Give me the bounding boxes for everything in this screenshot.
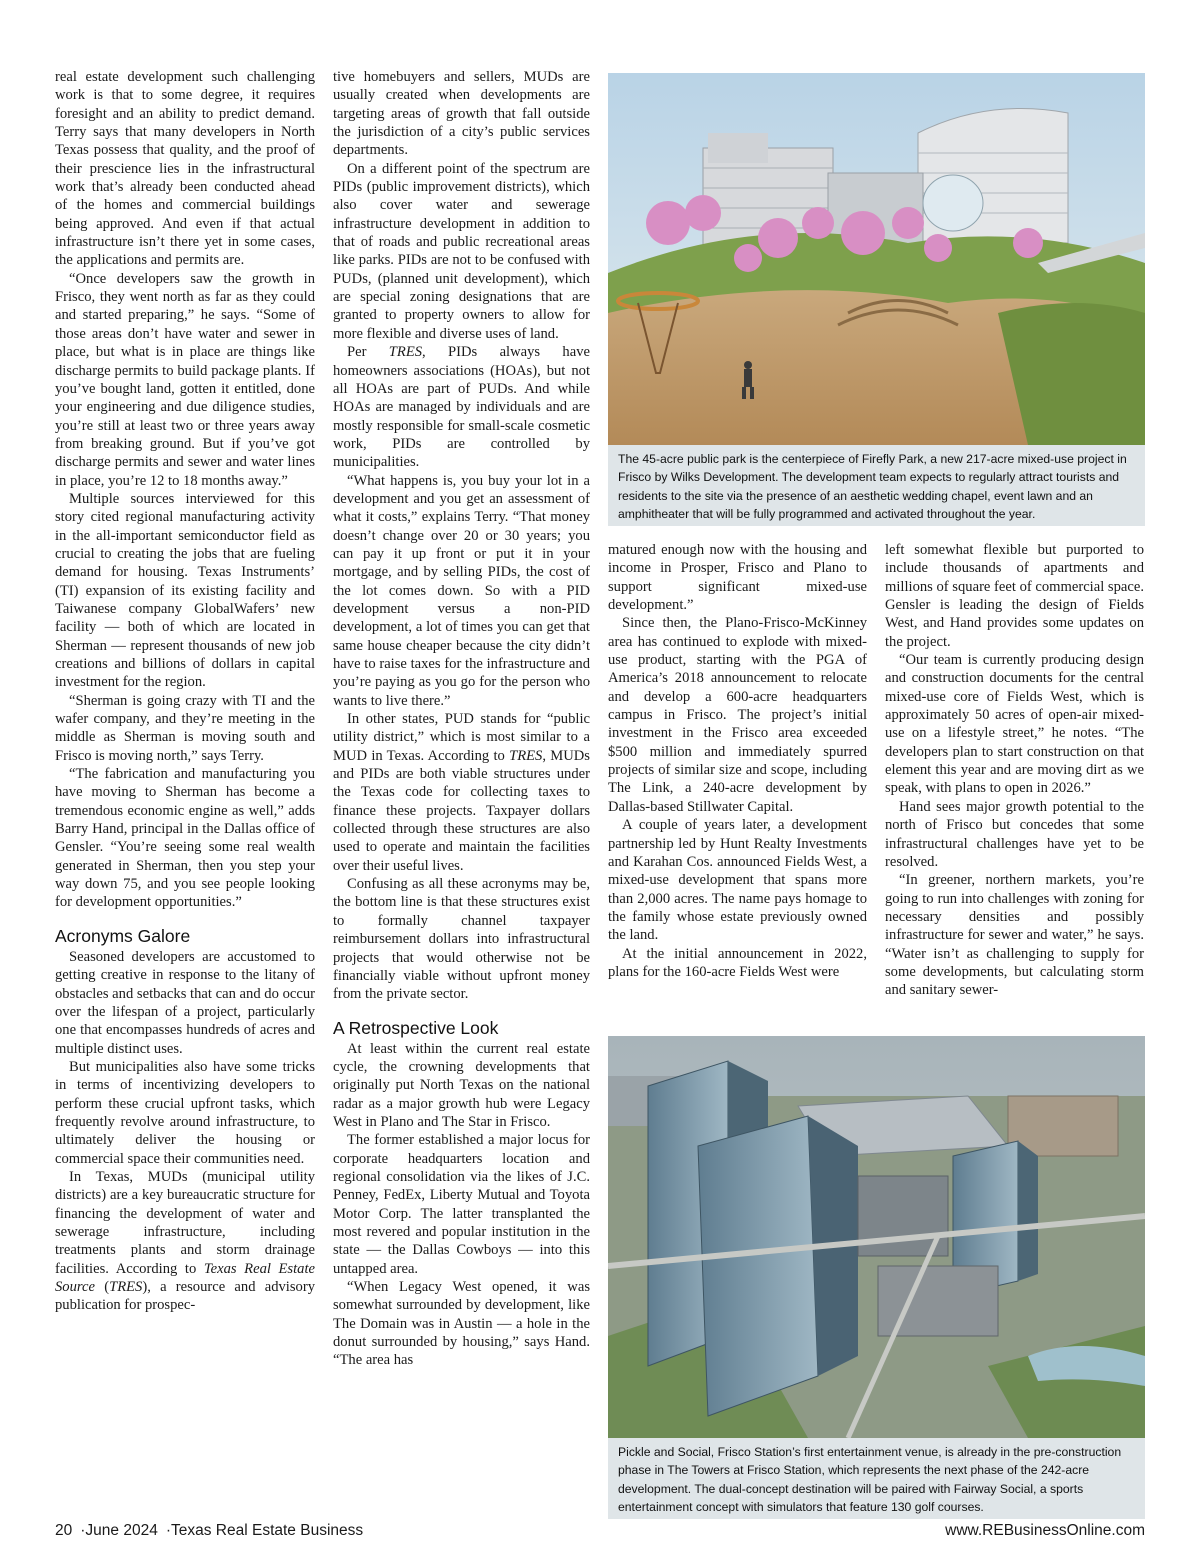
figure-caption-2: Pickle and Social, Frisco Station’s first entertainment venue, is already in the pre-construction phase in The Towers at Frisco Station, which represents the next phase of the 242-acre development. The dual-concept destination will be paired with Fairway Social, a sports entertainment concept with simulators that feature 130 golf courses. xyxy=(608,1438,1145,1519)
paragraph: “Our team is currently producing design and construction documents for the central mixed-use core of Fields West, which is approximately 50 acres of open-air mixed-use on a lifestyle street,” he notes. “The developers plan to start construction on that element this year and are moving dirt as we speak, with plans to open in 2026.” xyxy=(885,652,1144,797)
separator: · xyxy=(165,1522,171,1539)
article-column-2 xyxy=(333,68,590,1370)
publication-name: Texas Real Estate Source xyxy=(55,1260,315,1295)
figure-caption-1: The 45-acre public park is the centerpiece of Firefly Park, a new 217-acre mixed-use project in Frisco by Wilks Development. The development team expects to regularly attract tourists and residents to the site via the presence of an aesthetic wedding chapel, event lawn and an amphitheater that will be fully programmed and activated throughout the year. xyxy=(608,445,1145,526)
page-number: 20 xyxy=(55,1522,73,1539)
publication-abbrev: TRES xyxy=(388,344,423,361)
publication-abbrev: TRES xyxy=(509,747,543,764)
paragraph: At least within the current real estate cycle, the crowning developments that originally put North Texas on the national radar as a major growth hub were Legacy West in Plano and The Star in Frisco. xyxy=(333,1040,590,1130)
firefly-park-rendering xyxy=(608,73,1145,445)
separator: · xyxy=(80,1522,86,1539)
paragraph: “Once developers saw the growth in Frisco, they went north as far as they could and started preparing,” he says. “Some of those areas don’t have water and sewer in place, but what is in place are things like discharge permits to build package plants. If you’ve bought land, gotten it entitled, done your engineering and due diligence studies, you’re still at least two or three years away from breaking ground. But if you’ve got discharge permits and sewer and water lines in place, you’re 12 to 18 months away.” xyxy=(55,270,315,489)
paragraph: On a different point of the spectrum are PIDs (public improvement districts), which also cover water and sewerage infrastructure development in addition to that of roads and public recreational areas like parks. PIDs are not to be confused with PUDs, (planned unit development), which are special zoning designations that are granted to property owners to allow for more flexible and diverse uses of land. xyxy=(333,160,590,342)
section-heading-retrospective: A Retrospective Look xyxy=(333,1017,499,1038)
paragraph: But municipalities also have some tricks in terms of incentivizing developers to perform these crucial upfront tasks, which frequently revolve around infrastructure, to ultimately deliver the housing or commercial space their communities need. xyxy=(55,1058,315,1167)
text-run: , PIDs always have homeowners associations (HOAs), but not all HOAs are part of PUDs. And while HOAs are managed by individuals and are mostly responsible for small-scale cosmetic work, PIDs are controlled by municipalities. xyxy=(333,344,590,471)
paragraph: matured enough now with the housing and income in Prosper, Frisco and Plano to support significant mixed-use development.” xyxy=(608,542,867,614)
frisco-station-aerial-rendering xyxy=(608,1036,1145,1438)
section-heading-acronyms: Acronyms Galore xyxy=(55,925,191,946)
paragraph: “Sherman is going crazy with TI and the wafer company, and they’re meeting in the middle as Sherman is moving south and Frisco is moving north,” says Terry. xyxy=(55,692,315,764)
paragraph: “The fabrication and manufacturing you have moving to Sherman has become a tremendous economic engine as well,” adds Barry Hand, principal in the Dallas office of Gensler. “You’re seeing some real wealth generated in Sherman, then you step your way down 75, and you see people looking for development opportunities.” xyxy=(55,766,315,911)
website-url[interactable]: www.REBusinessOnline.com xyxy=(945,1522,1145,1539)
paragraph: A couple of years later, a development partnership led by Hunt Realty Investments and Karahan Cos. announced Fields West, a mixed-use development that spans more than 2,000 acres. The name pays homage to the family whose estate previously owned the land. xyxy=(608,817,867,944)
paragraph: “When Legacy West opened, it was somewhat surrounded by development, like The Domain was in Austin — a hole in the donut surrounded by housing,” says Hand. “The area has xyxy=(333,1279,590,1369)
paragraph: left somewhat flexible but purported to include thousands of apartments and millions of square feet of commercial space. Gensler is leading the design of Fields West, and Hand provides some updates on the project. xyxy=(885,542,1144,650)
publication-title: Texas Real Estate Business xyxy=(171,1522,364,1539)
page-footer xyxy=(55,1510,1145,1540)
paragraph: At the initial announcement in 2022, plans for the 160-acre Fields West were xyxy=(608,945,867,980)
paragraph: Since then, the Plano-Frisco-McKinney area has continued to explode with mixed-use product, starting with the PGA of America’s 2018 announcement to relocate and develop a 600-acre headquarters campus in Frisco. The project’s initial investment in the Frisco area exceeded $500 million and immediately spurred projects of similar size and scope, including The Link, a 240-acre development by Dallas-based Stillwater Capital. xyxy=(608,615,867,815)
park-illustration xyxy=(608,73,1145,445)
paragraph: tive homebuyers and sellers, MUDs are usually created when developments are targeting areas of growth that fall outside the jurisdiction of a city’s public services departments. xyxy=(333,69,590,159)
paragraph: Multiple sources interviewed for this story cited regional manufacturing activity in the all-important semiconductor field as crucial to creating the jobs that are fueling demand for housing. Texas Instruments’ (TI) expansion of its existing facility and Taiwanese company GlobalWafers’ new facility — both of which are located in Sherman — represent thousands of new job creations and billions of dollars in capital investment for the region. xyxy=(55,490,315,691)
paragraph: “In greener, northern markets, you’re going to run into challenges with zoning for necessary densities and possibly infrastructure for sewer and water,” he says. “Water isn’t as challenging to supply for some developments, but calculating storm and sanitary sewer- xyxy=(885,872,1144,999)
paragraph xyxy=(55,1168,315,1315)
text-run: , MUDs and PIDs are both viable structures under the Texas code for collecting taxes to finance these projects. Taxpayer dollars collected through these structures are also used to operate and maintain the facilities over their useful lives. xyxy=(333,747,590,874)
text-run: In Texas, MUDs (municipal utility districts) are a key bureaucratic structure for financing the development of water and sewerage infrastructure, including treatments plants and storm drainage facilities. According to xyxy=(55,1168,315,1277)
article-column-1 xyxy=(55,68,315,1315)
text-run: Per xyxy=(347,344,389,361)
paragraph xyxy=(333,343,590,471)
paragraph: Seasoned developers are accustomed to getting creative in response to the litany of obstacles and setbacks that can and do occur over the lifespan of a project, particularly one that encompasses hundreds of acres and multiple distinct uses. xyxy=(55,948,315,1057)
aerial-illustration xyxy=(608,1036,1145,1438)
text-run: ( xyxy=(94,1279,110,1295)
footer-left xyxy=(55,1522,363,1540)
paragraph: Confusing as all these acronyms may be, the bottom line is that these structures exist to formally channel taxpayer reimbursement dollars into infrastructural projects that would otherwise not be financially viable without upfront money from the private sector. xyxy=(333,876,590,1003)
article-column-3 xyxy=(608,541,867,981)
article-column-4 xyxy=(885,541,1144,1000)
paragraph: Hand sees major growth potential to the north of Frisco but concedes that some infrastructural challenges have yet to be resolved. xyxy=(885,798,1144,870)
issue-date: June 2024 xyxy=(85,1522,158,1539)
publication-abbrev: TRES xyxy=(109,1279,143,1295)
paragraph: “What happens is, you buy your lot in a development and you get an assessment of what it costs,” explains Terry. “That money doesn’t change over 20 or 30 years; you can pay it up front or put it in your mortgage, and by selling PIDs, the cost of the lot comes down. So with a PID development versus a non-PID development, a lot of times you can get that same house cheaper because the city didn’t have to raise taxes for the infrastructure and you’re paying as you go for the person who wants to live there.” xyxy=(333,472,590,709)
paragraph: real estate development such challenging work is that to some degree, it requires foresight and an ability to predict demand. Terry says that many developers in North Texas possess that quality, and the proof of their prescience lies in the infrastructural work that’s already been conducted ahead of the homes and commercial buildings being approved. And even if that actual infrastructure isn’t there yet in some cases, the applications and permits are. xyxy=(55,69,315,269)
text-run: In other states, PUD stands for “public utility district,” which is most similar to a MUD in Texas. According to xyxy=(333,711,590,764)
paragraph xyxy=(333,710,590,875)
text-run: ), a resource and advisory publication for prospec- xyxy=(55,1279,315,1314)
paragraph: The former established a major locus for corporate headquarters location and regional consolidation via the likes of J.C. Penney, FedEx, Liberty Mutual and Toyota Motor Corp. The latter transplanted the most revered and popular institution in the state — the Dallas Cowboys — into this untapped area. xyxy=(333,1132,590,1277)
